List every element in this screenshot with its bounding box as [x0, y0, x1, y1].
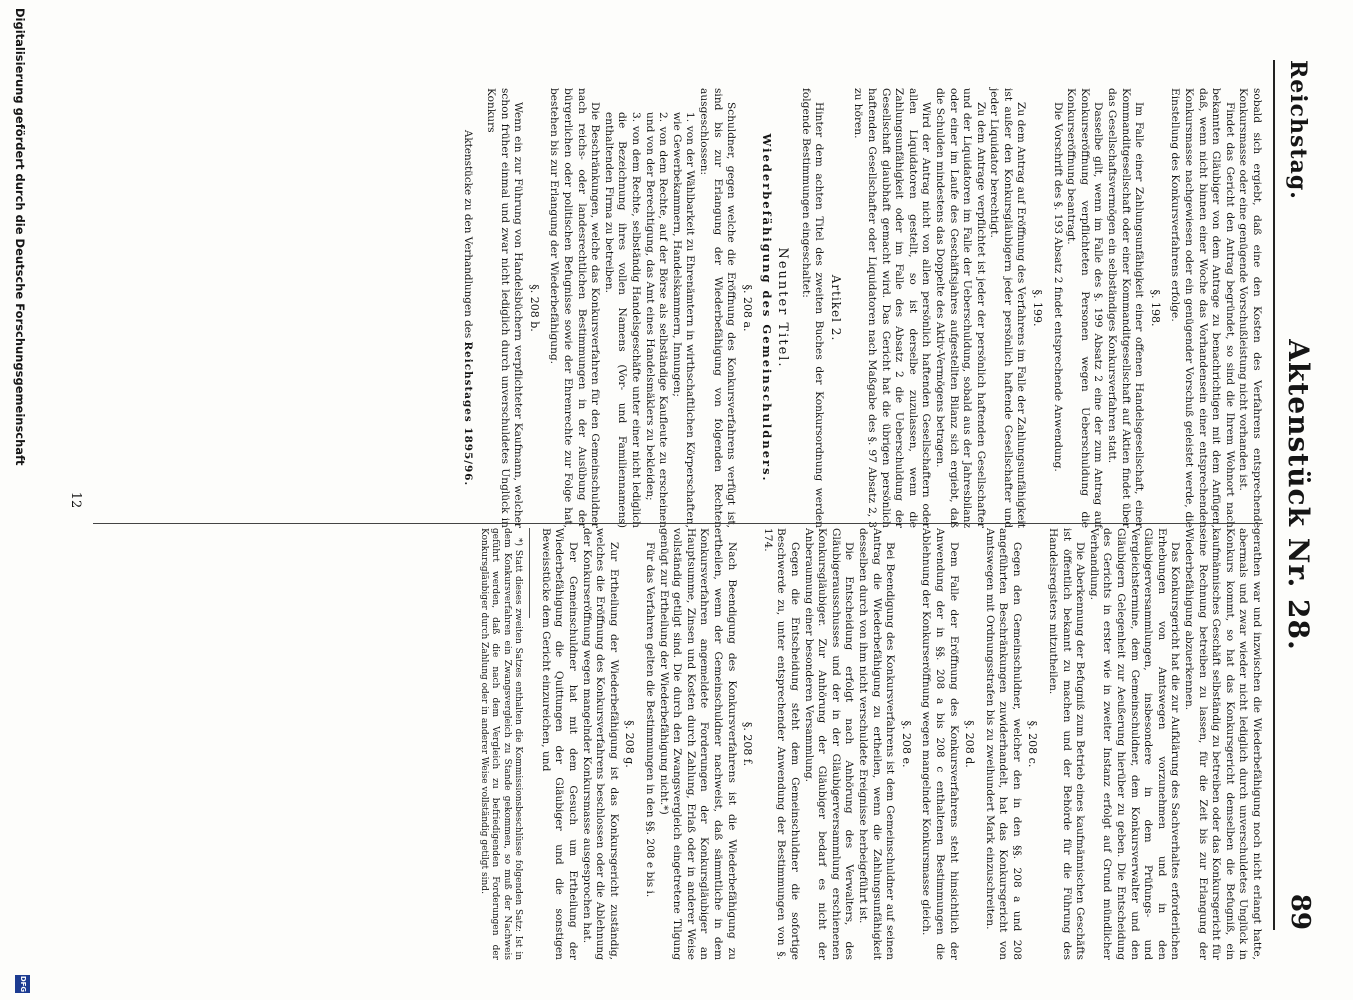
- paragraph: Die Vorschrift des §. 193 Absatz 2 findet entsprechende Anwendung.: [1051, 102, 1064, 472]
- document-label: Aktenstück Nr. 28.: [1282, 339, 1315, 651]
- proceedings-footer: [460, 88, 474, 528]
- title-heading: Neunter Titel.: [775, 247, 790, 369]
- digitization-text: Digitalisierung gefördert durch die Deutsche Forschungsgemeinschaft: [13, 8, 27, 466]
- paragraph: Das Konkursgericht hat die zur Aufklärung des Sachverhaltes erforderlichen Erhebungen von Amtswegen vorzunehmen und in den Gläubigerversammlungen, insbesondere in dem Prüfungs- und Vergleichstermine, dem Gemeinschuldner, dem Konkursverwalter und den Gläubigern Gelegenheit zur Aeußerung hierüber zu geben. Die Entscheidung des Gerichts in erster wie in zweiter Instanz erfolgt auf Grund mündlicher Verhandlung.: [1087, 528, 1182, 960]
- paragraph: Für das Verfahren gelten die Bestimmungen in den §§. 208 e bis i.: [644, 542, 657, 898]
- section-heading: §. 208 a.: [740, 284, 754, 332]
- digitization-note: [5, 0, 35, 1000]
- section-heading: §. 208 d.: [963, 720, 977, 768]
- paragraph: Dem Falle der Eröffnung des Konkursverfahrens steht hinsichtlich der Anwendung der in §§. 208 a bis 208 c enthaltenen Bestimmungen die Ablehnung der Konkurseröffnung wegen mangelnder Konkursmasse gleich.: [920, 528, 960, 960]
- paragraph: Dasselbe gilt, wenn im Falle des §. 199 Absatz 2 eine der zum Antrag auf Konkurseröffnung verpflichteten Personen wegen Ueberschuldung die Konkurseröffnung beantragt.: [1065, 88, 1105, 528]
- section-heading: §. 208 c.: [1026, 720, 1040, 768]
- paragraph: Die Aberkennung der Befugniß zum Betrieb eines kaufmännischen Geschäfts ist öffentlich bekannt zu machen und der Behörde für die Führung des Handelsregisters mitzutheilen.: [1047, 528, 1087, 960]
- paragraph: Wenn ein zur Führung von Handelsbüchern verpflichteter Kaufmann, welcher schon früher einmal und zwar nicht lediglich durch unverschuldetes Unglück in Konkurs: [485, 88, 525, 528]
- proceedings-prefix: Aktenstücke zu den Verhandlungen des: [461, 129, 474, 339]
- publication-name: Reichstag.: [1285, 60, 1311, 200]
- footnote-text: *) Statt dieses zweiten Satzes enthalten die Kommissionsbeschlüsse folgenden Satz: Ist in dem Konkursverfahren ein Zwangsvergleich zu Stande gekommen, so muß der Nachweis geführt werden, daß die nach dem Vergleich zu befriedigenden Forderungen der Konkursgläubiger durch Zahlung oder in anderer Weise vollständig getilgt sind.: [478, 528, 524, 960]
- paragraph: sobald sich ergiebt, daß eine den Kosten des Verfahrens entsprechende Konkursmasse oder eine genügende Vorschußleistung nicht vorhanden ist.: [1237, 88, 1263, 528]
- list-item: 1. von der Wählbarkeit zu Ehrenämtern in wirthschaftlichen Körperschaften, wie Gewerbekammern, Handelskammern, Innungen;: [670, 112, 697, 528]
- section-heading: §. 208 b.: [527, 284, 541, 332]
- paragraph: Gegen die Entscheidung steht dem Gemeinschuldner die sofortige Beschwerde zu, unter entsprechender Anwendung der Bestimmungen von §. 174.: [761, 528, 801, 960]
- paragraph: Zu dem Antrage verpflichtet ist jeder der persönlich haftenden Gesellschafter und der Liquidatoren im Falle der Ueberschuldung, sobald aus der Jahresbilanz oder einer im Laufe des Geschäftsjahres aufgestellten Bilanz sich ergiebt, daß die Schulden mindestens das Doppelte des Aktiv-Vermögens betragen.: [933, 88, 987, 528]
- list-item: 3. von dem Rechte, selbständig Handelsgeschäfte unter einer nicht lediglich die Bezeichnung ihres vollen Namens (Vor- und Familiennamens) enthaltenden Firma zu betreiben.: [602, 112, 643, 528]
- paragraph: Nach Beendigung des Konkursverfahrens ist die Wiederbefähigung zu ertheilen, wenn der Gemeinschuldner nachweist, daß sämmtliche in dem Konkursverfahren angemeldete Forderungen der Konkursgläubiger an Hauptsumme, Zinsen und Kosten durch Zahlung, Erlaß oder in anderer Weise vollständig getilgt sind. Die durch den Zwangsvergleich eingetretene Tilgung genügt zur Ertheilung der Wiederbefähigung nicht.*): [657, 528, 738, 960]
- paragraph: Die Beschränkungen, welche das Konkursverfahren für den Gemeinschuldner nach reichs- oder landesrechtlichen Bestimmungen in der Ausübung der bürgerlichen oder politischen Befugnisse sowie der Ehrenrechte zur Folge hat, bestehen bis zur Erlangung der Wiederbefähigung.: [548, 88, 602, 528]
- left-column: [460, 88, 1263, 528]
- bottom-page-number: 12: [68, 491, 83, 509]
- section-heading: §. 198.: [1148, 289, 1162, 327]
- list-item: 2. von dem Rechte, auf der Börse als selbständige Kaufleute zu erscheinen und von der Berechtigung, das Amt eines Handelsmäklers zu bekleiden;: [643, 112, 670, 528]
- right-column: [477, 528, 1263, 960]
- footnote-rule: [529, 528, 530, 618]
- paragraph: Gegen den Gemeinschuldner, welcher den in den §§. 208 a und 208 angeführten Beschränkungen zuwiderhandelt, hat das Konkursgericht von Amtswegen mit Ordnungsstrafen bis zu zweihundert Mark einzuschreiten.: [983, 528, 1023, 960]
- page-number: 89: [1285, 893, 1315, 930]
- title-subheading: Wiederbefähigung des Gemeinschuldners.: [760, 133, 775, 483]
- paragraph: Die Entscheidung erfolgt nach Anhörung des Verwalters, des Gläubigerausschusses und der in der Gläubigerversammlung erschienenen Konkursgläubiger. Zur Anhörung der Gläubiger bedarf es nicht der Anberaumung einer besonderen Versammlung.: [802, 528, 856, 960]
- section-heading: §. 208 f.: [741, 721, 755, 767]
- paragraph: Zur Ertheilung der Wiederbefähigung ist das Konkursgericht zuständig, welches die Eröffnung des Konkursverfahrens beschlossen oder die Ablehnung der Konkurseröffnung wegen mangelnder Konkursmasse ausgesprochen hat.: [580, 528, 620, 960]
- section-heading: §. 208 e.: [899, 720, 913, 768]
- dfg-logo: DFG: [15, 975, 30, 993]
- paragraph: Wird der Antrag nicht von allen persönlich haftenden Gesellschaftern oder allen Liquidatoren gestellt, so ist derselbe zuzulassen, wenn die Zahlungsunfähigkeit oder im Falle des Absatz 2 die Ueberschuldung der Gesellschaft glaubhaft gemacht wird. Das Gericht hat die übrigen persönlich haftenden Gesellschafter oder Liquidatoren nach Maßgabe des §. 97 Absatz 2, 3 zu hören.: [852, 88, 933, 528]
- paragraph: gerathen war und inzwischen die Wiederbefähigung noch nicht erlangt hatte, abermals und zwar wieder nicht lediglich durch unverschuldetes Unglück in Konkurs kommt, so hat das Konkursgericht demselben die Befugniß, ein kaufmännisches Geschäft selbständig zu betreiben oder das Konkursgericht für seine Rechnung betreiben zu lassen, für die Zeit bis zur Erlangung der Wiederbefähigung abzuerkennen.: [1183, 528, 1263, 960]
- article-heading: Artikel 2.: [828, 274, 843, 342]
- footnote: [477, 528, 523, 960]
- paragraph: Hinter dem achten Titel des zweiten Buches der Konkursordnung werden folgende Bestimmungen eingeschaltet:: [799, 88, 826, 528]
- section-heading: §. 208 g.: [623, 720, 637, 768]
- paragraph: Findet das Gericht den Antrag begründet, so sind die Ihrem Wohnort nach bekannten Gläubiger von dem Antrage zu benachrichtigen mit dem Anfügen, daß, wenn nicht binnen einer Woche das Vorhandensein einer entsprechenden Konkursmasse nachgewiesen oder ein genügender Vorschuß geleistet werde, die Einstellung des Konkursverfahrens erfolge.: [1169, 88, 1236, 528]
- paragraph: Der Gemeinschuldner hat mit dem Gesuch um Ertheilung der Wiederbefähigung die Quittungen der Gläubiger und die sonstigen Beweisstücke dem Gericht einzureichen, und: [539, 528, 580, 960]
- paragraph: Im Falle einer Zahlungsunfähigkeit einer offenen Handelsgesellschaft, einer Kommanditgesellschaft oder einer Kommanditgesellschaft auf Aktien findet über das Gesellschaftsvermögen ein selbständiges Konkursverfahren statt.: [1106, 88, 1146, 528]
- header-rule: [1273, 60, 1275, 930]
- paragraph: Bei Beendigung des Konkursverfahrens ist dem Gemeinschuldner auf seinen Antrag die Wiederbefähigung zu ertheilen, wenn die Zahlungsunfähigkeit desselben durch von ihm nicht verschuldete Ereignisse herbeigeführt ist.: [856, 528, 897, 960]
- running-head: [1281, 60, 1315, 930]
- proceedings-session: Reichstages 1895/96.: [461, 341, 474, 487]
- section-heading: §. 199.: [1031, 289, 1045, 327]
- column-divider: [93, 523, 1263, 524]
- paragraph: Schuldner, gegen welche die Eröffnung des Konkursverfahrens verfügt ist, sind bis zur Erlangung der Wiederbefähigung von folgenden Rechten ausgeschlossen:: [698, 88, 738, 528]
- paragraph: Zu dem Antrag auf Eröffnung des Verfahrens im Falle der Zahlungsunfähigkeit ist außer den Konkursgläubigern jeder persönlich haftende Gesellschafter und jeder Liquidator berechtigt.: [988, 88, 1028, 528]
